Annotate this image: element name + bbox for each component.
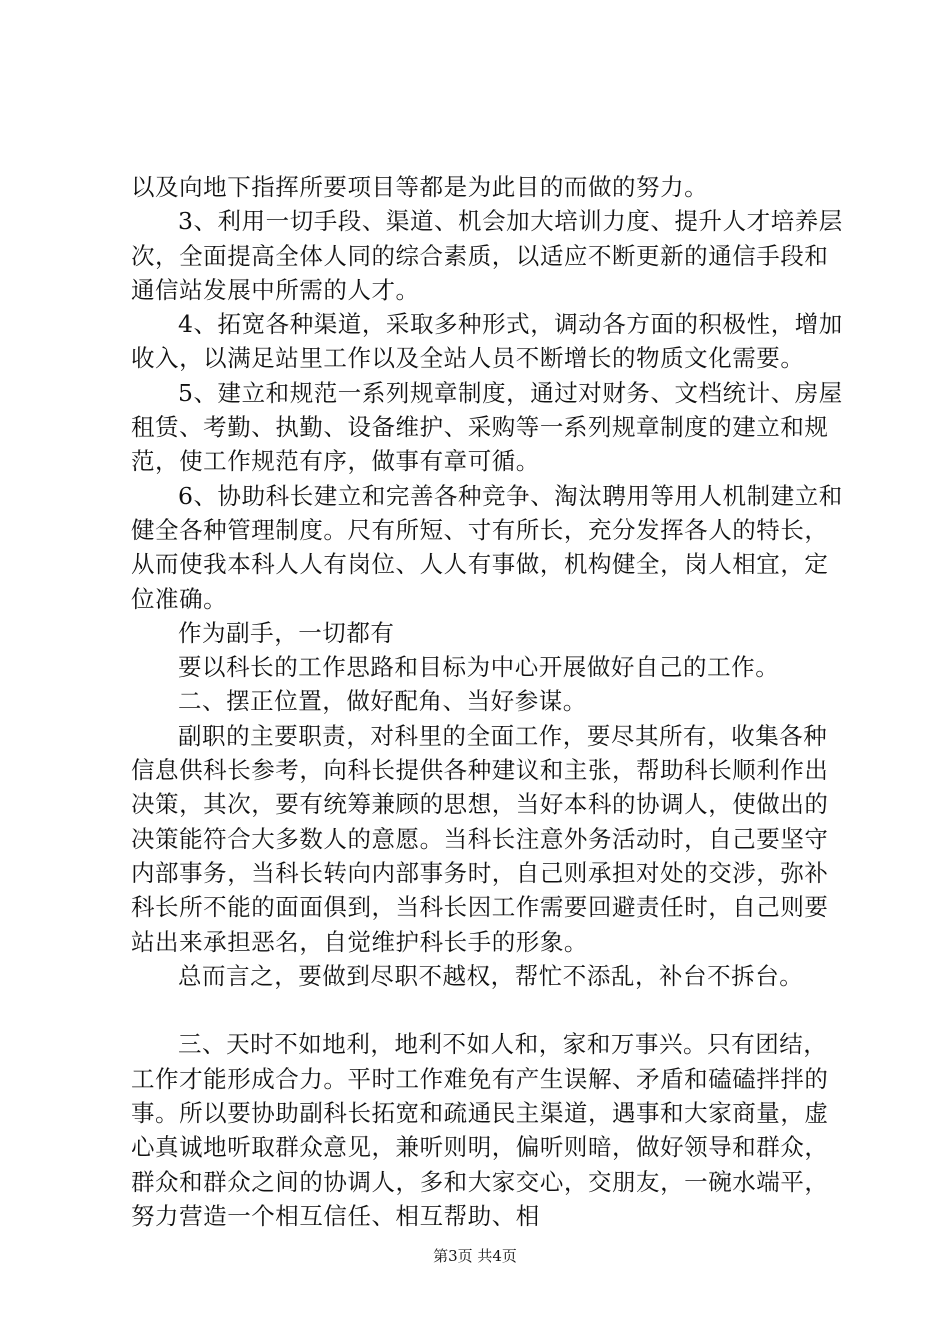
paragraph-item-5: 5、建立和规范一系列规章制度，通过对财务、文档统计、房屋租赁、考勤、执勤、设备维护、采购等一系列规章制度的建立和规范，使工作规范有序，做事有章可循。 [131, 378, 843, 476]
paragraph-continuation: 以及向地下指挥所要项目等都是为此目的而做的努力。 [131, 173, 709, 201]
section-heading-3: 三、天时不如地利，地利不如人和，家和万事兴。只有团结，工作才能形成合力。平时工作难免有产生误解、矛盾和磕磕拌拌的事。所以要协助副科长拓宽和疏通民主渠道，遇事和大家商量，虚心真诚地听取群众意见，兼听则明，偏听则暗，做好领导和群众，群众和群众之间的协调人，多和大家交心，交朋友，一碗水端平，努力营造一个相互信任、相互帮助、相 [131, 1030, 829, 1230]
paragraph-item-4: 4、拓宽各种渠道，采取多种形式，调动各方面的积极性，增加收入，以满足站里工作以及全站人员不断增长的物质文化需要。 [131, 310, 843, 373]
paragraph-summary: 总而言之，要做到尽职不越权，帮忙不添乱，补台不拆台。 [178, 961, 804, 990]
page-footer: 第3页 共4页 [433, 1247, 517, 1265]
paragraph-item-6: 6、协助科长建立和完善各种竞争、淘汰聘用等用人机制建立和健全各种管理制度。尺有所短、寸有所长，充分发挥各人的特长，从而使我本科人人有岗位、人人有事做，机构健全，岗人相宜，定位准确。 [131, 481, 843, 613]
section-heading-2: 二、摆正位置，做好配角、当好参谋。 [178, 687, 587, 716]
document-body [131, 170, 851, 1233]
paragraph-item-3: 3、利用一切手段、渠道、机会加大培训力度、提升人才培养层次，全面提高全体人同的综合素质，以适应不断更新的通信手段和通信站发展中所需的人才。 [131, 207, 843, 304]
paragraph-deputy-duties: 副职的主要职责，对科里的全面工作，要尽其所有，收集各种信息供科长参考，向科长提供各种建议和主张，帮助科长顺利作出决策，其次，要有统筹兼顾的思想，当好本科的协调人，使做出的决策能符合大多数人的意愿。当科长注意外务活动时，自己要坚守内部事务，当科长转向内部事务时，自己则承担对处的交涉，弥补科长所不能的面面俱到，当科长因工作需要回避责任时，自己则要站出来承担恶名，自觉维护科长手的形象。 [131, 721, 829, 956]
paragraph-work-center: 要以科长的工作思路和目标为中心开展做好自己的工作。 [178, 653, 780, 682]
paragraph-deputy-role: 作为副手，一切都有 [178, 618, 395, 647]
blank-line [131, 993, 851, 1027]
